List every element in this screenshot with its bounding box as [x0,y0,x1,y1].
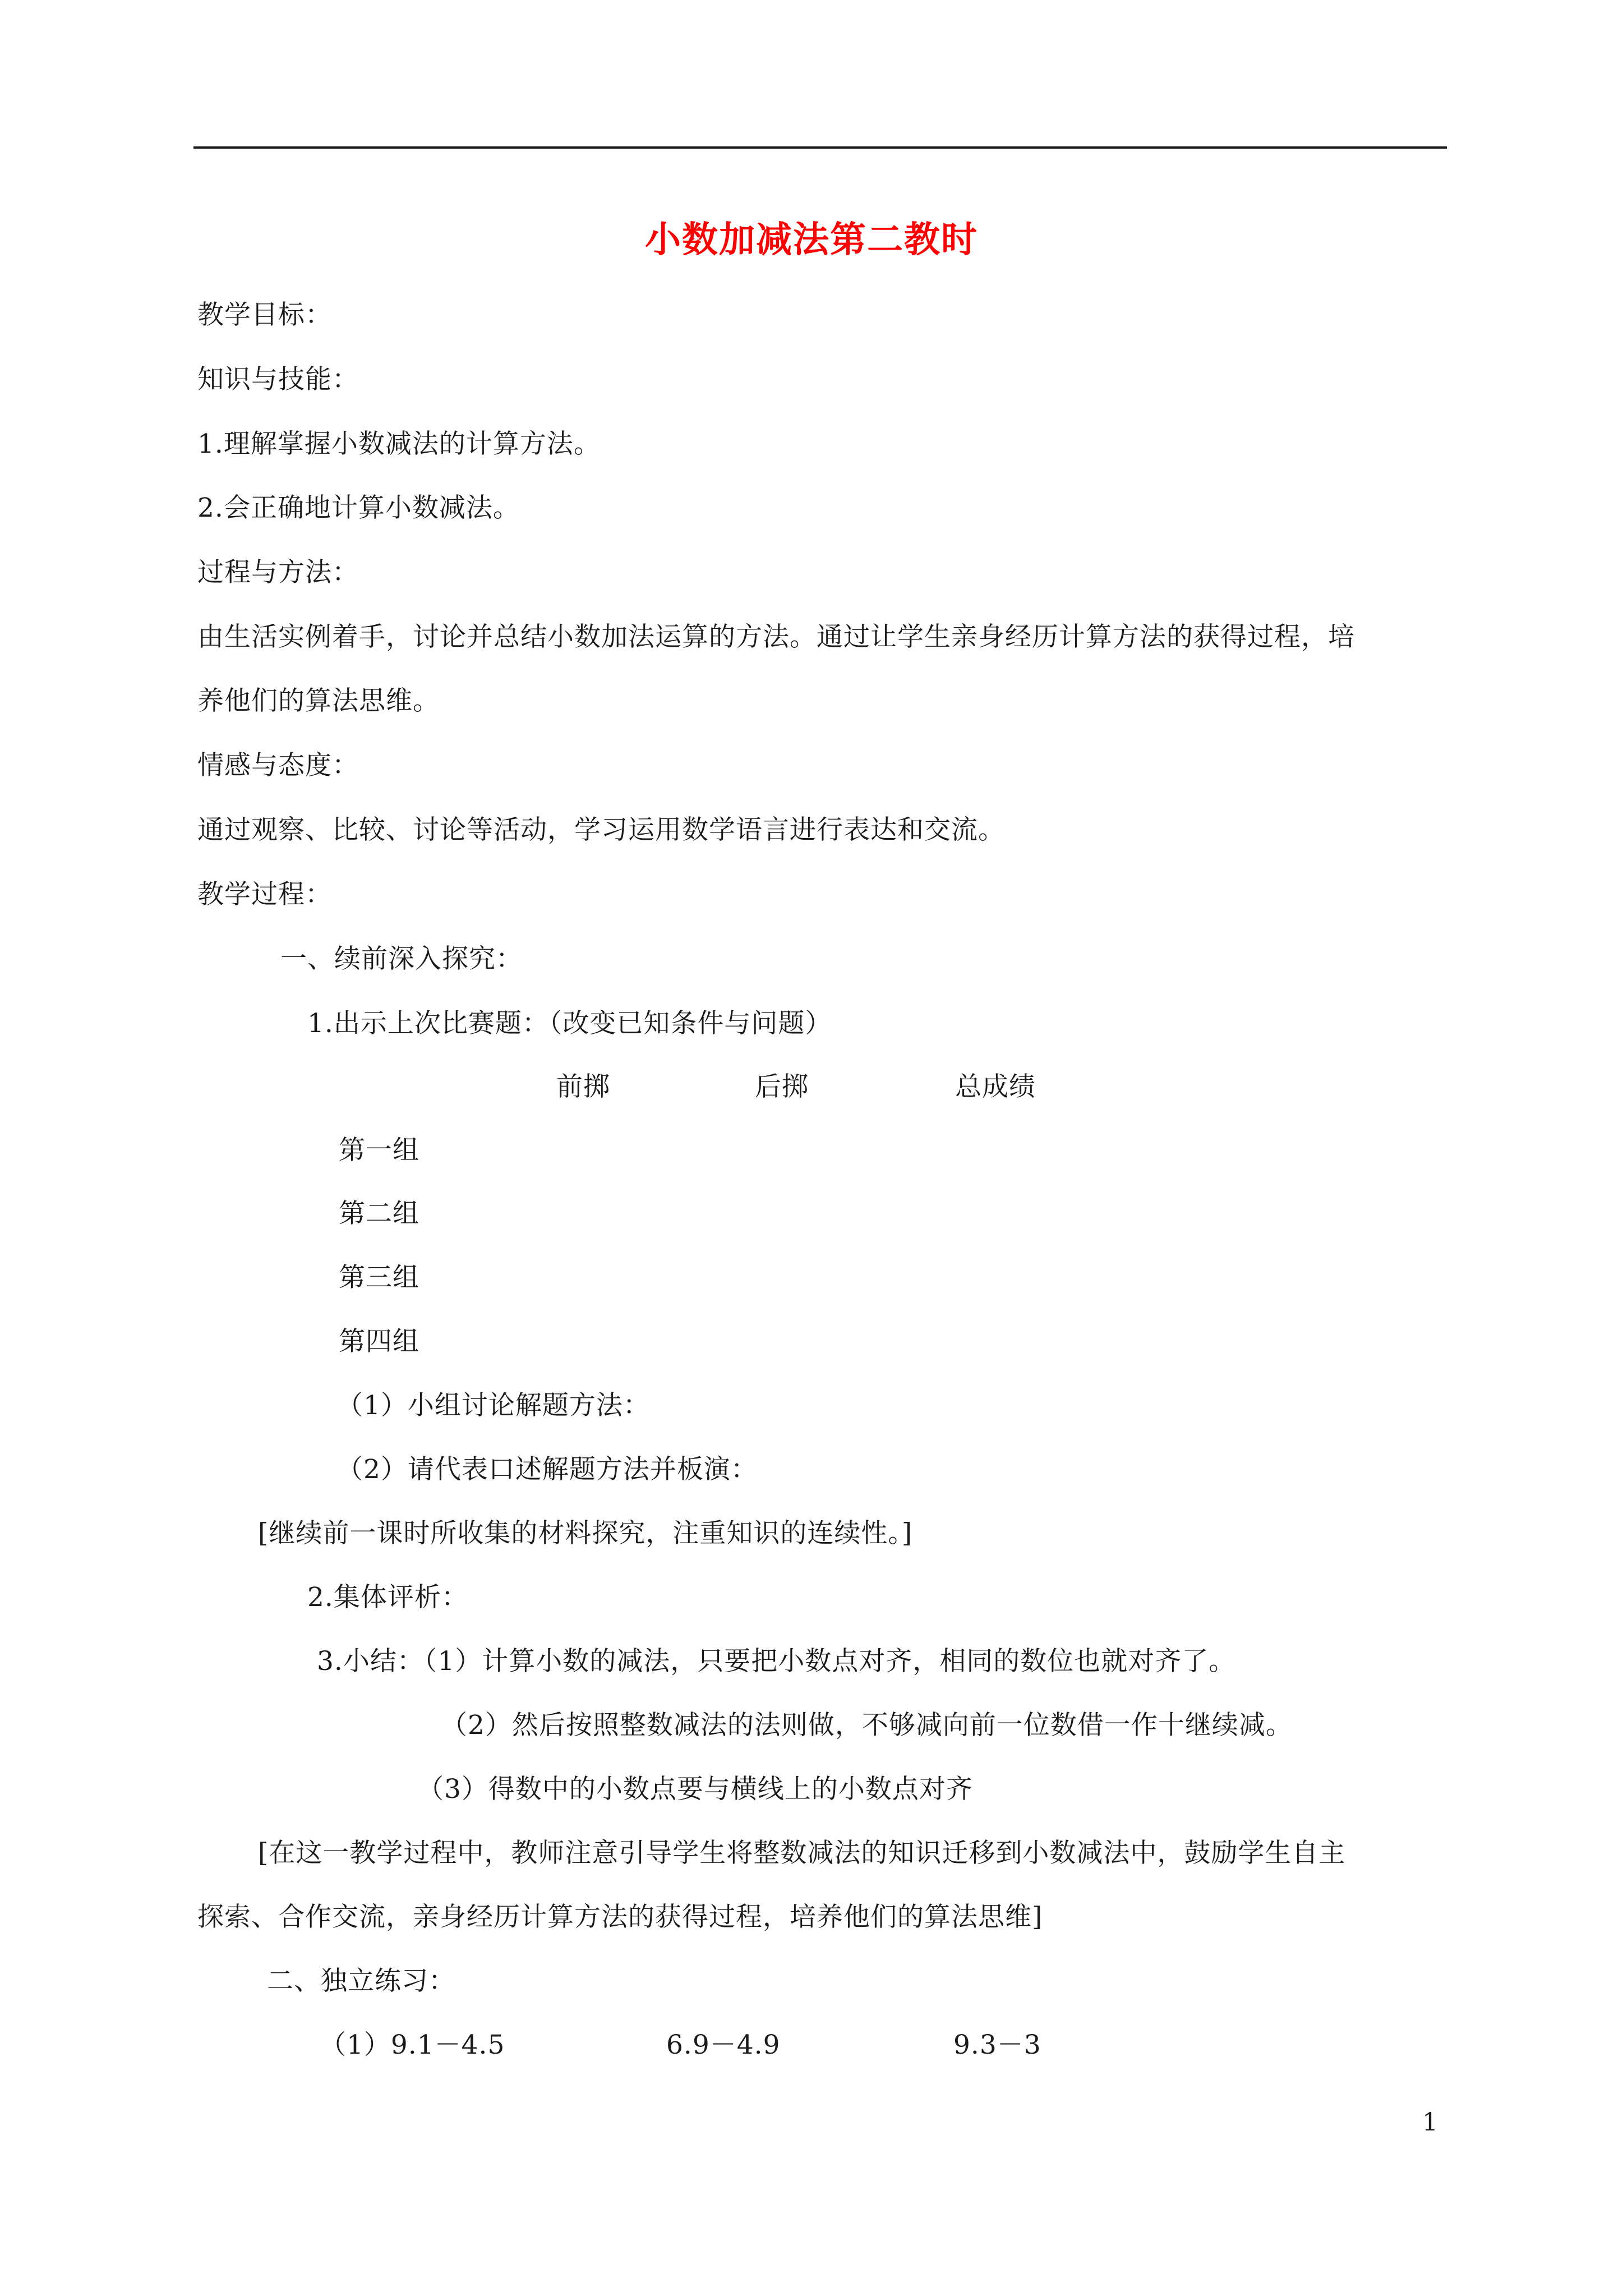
process-heading: 过程与方法： [197,557,359,588]
knowledge-heading: 知识与技能： [197,364,359,395]
item-3-summary: 3.小结：（1）计算小数的减法，只要把小数点对齐，相同的数位也就对齐了。 [317,1646,1236,1677]
table-row-label: 第三组 [339,1262,419,1293]
step-1: （1）小组讨论解题方法： [336,1390,650,1421]
emotion-paragraph: 通过观察、比较、讨论等活动，学习运用数学语言进行表达和交流。 [197,815,1005,845]
goals-heading: 教学目标： [197,300,332,330]
process-paragraph-line-2: 养他们的算法思维。 [197,685,440,716]
exercise-item: 6.9－4.9 [666,2030,781,2060]
part1-heading: 一、续前深入探究： [280,944,523,974]
table-row-label: 第二组 [339,1198,419,1229]
item-1: 1.出示上次比赛题：（改变已知条件与问题） [307,1008,832,1039]
table-header-front-throw: 前掷 [556,1071,610,1102]
summary-step-3: （3）得数中的小数点要与横线上的小数点对齐 [417,1774,973,1805]
teaching-heading: 教学过程： [197,879,332,910]
exercise-item: 9.3－3 [953,2030,1041,2060]
page-number: 1 [1422,2108,1438,2137]
summary-step-2: （2）然后按照整数减法的法则做，不够减向前一位数借一作十继续减。 [441,1710,1293,1741]
note-1: [继续前一课时所收集的材料探究，注重知识的连续性。] [258,1518,913,1549]
process-paragraph-line-1: 由生活实例着手，讨论并总结小数加法运算的方法。通过让学生亲身经历计算方法的获得过程，培 [197,622,1355,652]
item-2: 2.集体评析： [307,1582,468,1613]
knowledge-item-2: 2.会正确地计算小数减法。 [197,493,520,523]
table-row-label: 第四组 [339,1326,419,1357]
note-2-line-1: [在这一教学过程中，教师注意引导学生将整数减法的知识迁移到小数减法中，鼓励学生自主 [258,1838,1346,1869]
emotion-heading: 情感与态度： [197,750,359,781]
note-2-line-2: 探索、合作交流，亲身经历计算方法的获得过程，培养他们的算法思维] [197,1902,1043,1932]
table-header-back-throw: 后掷 [755,1071,809,1102]
header-rule [193,146,1447,149]
knowledge-item-1: 1.理解掌握小数减法的计算方法。 [197,429,601,459]
step-2: （2）请代表口述解题方法并板演： [336,1454,758,1485]
document-title: 小数加减法第二教时 [645,219,978,261]
table-row-label: 第一组 [339,1135,419,1166]
exercise-item: （1）9.1－4.5 [320,2030,505,2060]
part2-heading: 二、独立练习： [267,1966,455,1996]
table-header-total-score: 总成绩 [955,1071,1036,1102]
